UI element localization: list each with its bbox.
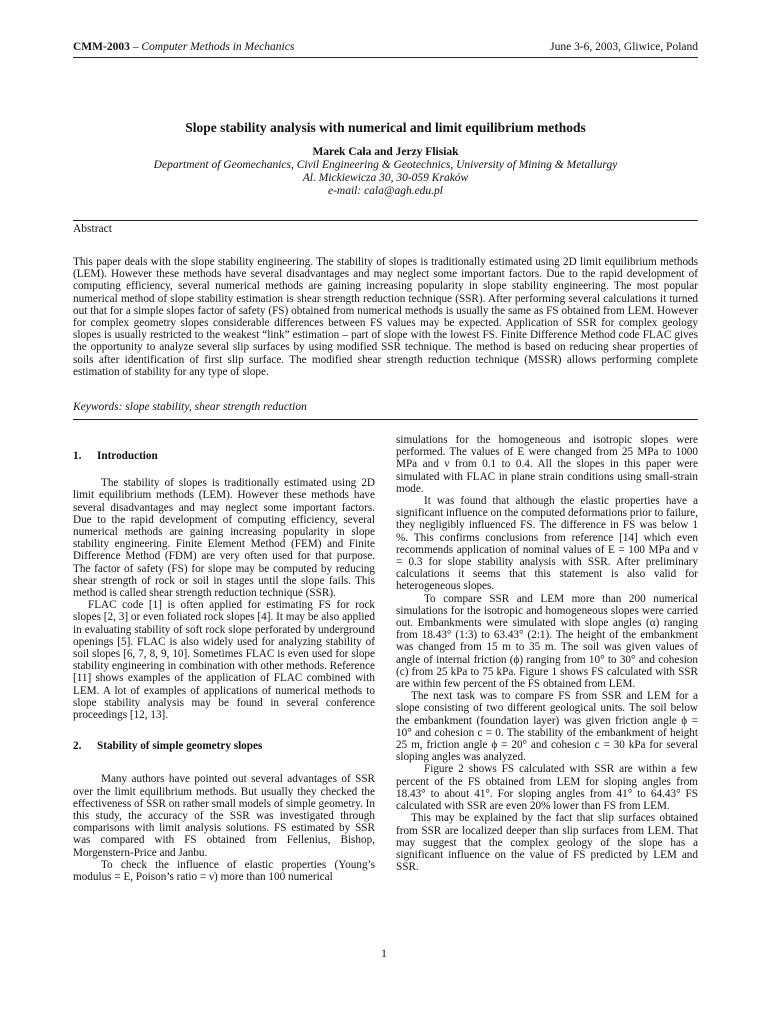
authors: Marek Cała and Jerzy Flisiak: [312, 146, 459, 158]
abstract-text: This paper deals with the slope stability engineering. The stability of slopes is traditionally estimated using 2D limit equilibrium methods (LEM). However these methods have several disadvantages and may neglect some important factors. Due to the rapid development of computing efficiency, several numerical methods are gaining increasing popularity in slope stability engineering. The most popular numerical method of slope stability estimation is shear strength reduction technique (SSR). After performing several calculations it turned out that for a simple slopes factor of safety (FS) obtained from numerical methods is usually the same as FS obtained from LEM. However for complex geometry slopes considerable differences between FS values may be expected. Application of SSR for complex geology slopes is usually restricted to the weakest “link” estimation – part of slope with the lowest FS. Finite Difference Method code FLAC gives the opportunity to analyze several slip surfaces by using modified SSR technique. The method is based on reducing shear properties of soils after identification of first slip surface. The modified shear strength reduction technique (MSSR) allows performing complete estimation of stability for any type of slope.: [73, 256, 698, 378]
section-1-heading: 1. Introduction: [73, 450, 158, 462]
header-date-place: June 3-6, 2003, Gliwice, Poland: [550, 41, 698, 53]
intro-paragraph-2: FLAC code [1] is often applied for estimating FS for rock slopes [2, 3] or even foliated rock slopes [4]. It may be also applied in evaluating stability of soft rock slope perforated by underground openings [5]. FLAC is also widely used for analyzing stability of soil slopes [6, 7, 8, 9, 10]. Sometimes FLAC is even used for slope stability engineering in combination with other methods. Reference [11] shows examples of the application of FLAC combined with LEM. A lot of examples of applications of numerical methods to slope stability analysis may be found in several conference proceedings [12, 13].: [73, 599, 375, 722]
section-2-heading: 2. Stability of simple geometry slopes: [73, 740, 263, 753]
right-paragraph-3: To compare SSR and LEM more than 200 numerical simulations for the isotropic and homogeneous slopes were carried out. Embankments were simulated with slope angles (α) ranging from 18.43° (1:3) to 63.43° (2:1). The height of the embankment was changed from 15 m to 35 m. The soil was given values of angle of internal friction (ϕ) ranging from 10° to 30° and cohesion (c) from 25 kPa to 75 kPa. Figure 1 shows FS calculated with SSR are within few percent of the FS obtained from LEM.: [396, 592, 698, 691]
address-line: Al. Mickiewicza 30, 30-059 Kraków: [302, 172, 469, 184]
right-paragraph-5: Figure 2 shows FS calculated with SSR are within a few percent of the FS obtained from LEM for sloping angles from 18.43° to about 41°. For sloping angles from 41° to 64.43° FS calculated with SSR are even 20% lower than FS from LEM.: [396, 763, 698, 813]
intro-paragraph-1: The stability of slopes is traditionally estimated using 2D limit equilibrium methods (LEM). However these methods have several disadvantages and may neglect some important factors. Due to the rapid development of computing efficiency, several numerical methods are gaining increasing popularity in slope stability engineering. Finite Element Method (FEM) and Finite Difference Method (FDM) are very often used for that purpose. The factor of safety (FS) for slope may be computed by reducing shear strength of rock or soil in stages until the slope fails. This method is called shear strength reduction technique (SSR).: [73, 477, 375, 600]
right-paragraph-4: The next task was to compare FS from SSR and LEM for a slope consisting of two different geological units. The soil below the embankment (foundation layer) was given friction angle ϕ = 10° and cohesion c = 0. The stability of the embankment of height 25 m, friction angle ϕ = 20° and cohesion c = 30 kPa for several sloping angles was analyzed.: [396, 690, 698, 764]
abstract-bottom-rule: [73, 419, 698, 420]
affiliation-line: Department of Geomechanics, Civil Engineering & Geotechnics, University of Mining & Metallurgy: [153, 159, 618, 171]
header-conference: CMM-2003 – Computer Methods in Mechanics: [73, 41, 295, 53]
right-column: [396, 434, 698, 873]
email-line: e-mail: cala@agh.edu.pl: [327, 185, 443, 197]
page-number: 1: [381, 948, 387, 960]
abstract-label: Abstract: [73, 223, 112, 235]
left-column: [73, 450, 375, 883]
section-2-paragraph-2: To check the influence of elastic properties (Young’s modulus = E, Poison’s ratio = ν) more than 100 numerical: [73, 858, 375, 884]
abstract-top-rule: [73, 220, 698, 221]
section-2-paragraph-1: Many authors have pointed out several advantages of SSR over the limit equilibrium methods. But usually they checked the effectiveness of SSR on rather small models of simple geometry. In this study, the accuracy of the SSR was investigated through comparisons with limit analysis solutions. FS estimated by SSR was compared with FS obtained from Fellenius, Bishop, Morgenstern-Price and Janbu.: [73, 773, 375, 859]
right-paragraph-2: It was found that although the elastic properties have a significant influence on the computed deformations prior to failure, they negligibly influenced FS. The difference in FS was below 1 %. This confirms conclusions from reference [14] which even recommends application of nominal values of E = 100 MPa and ν = 0.3 for slope stability analysis with SSR. After preliminary calculations it seems that this statement is also valid for heterogeneous slopes.: [396, 495, 698, 593]
paper-title: Slope stability analysis with numerical and limit equilibrium methods: [185, 120, 586, 135]
keywords: Keywords: slope stability, shear strength reduction: [73, 401, 307, 413]
right-paragraph-6: This may be explained by the fact that slip surfaces obtained from SSR are localized deeper than slip surfaces from LEM. That may suggest that the complex geology of the slope has a significant influence on the value of FS predicted by LEM and SSR.: [396, 812, 698, 874]
header-rule: [73, 57, 698, 58]
right-paragraph-1: simulations for the homogeneous and isotropic slopes were performed. The values of E were changed from 25 MPa to 1000 MPa and ν from 0.1 to 0.4. All the slopes in this paper were simulated with FLAC in plane strain conditions using small-strain mode.: [396, 434, 698, 495]
